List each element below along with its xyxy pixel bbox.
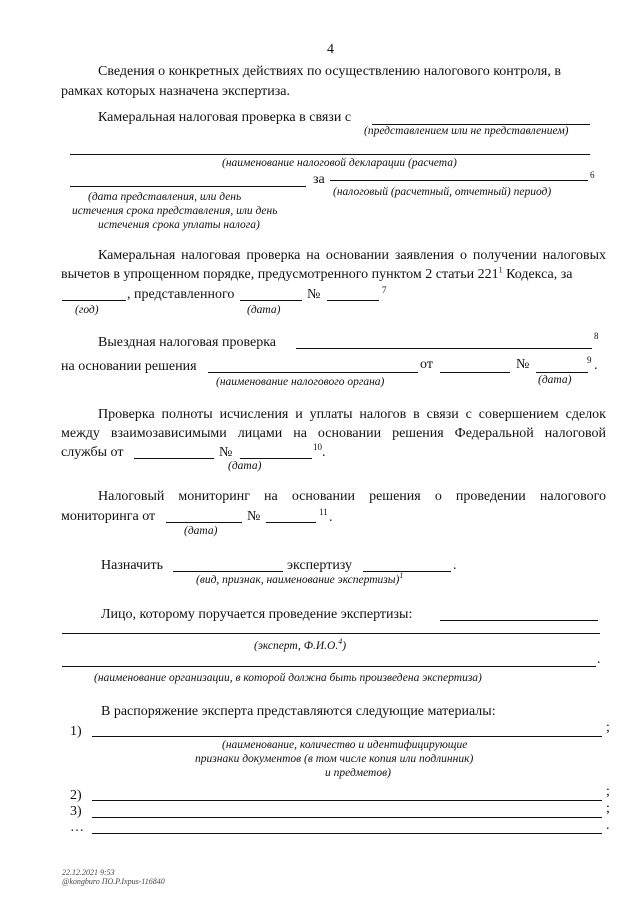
material-item-1-number: 1)	[70, 724, 82, 739]
material-item-3-field[interactable]	[92, 817, 602, 818]
footnote-7: 7	[382, 285, 387, 295]
monitoring-end: .	[329, 510, 333, 525]
field-from-label: от	[420, 357, 433, 372]
materials-hint-1: (наименование, количество и идентифицирующие	[222, 739, 468, 751]
organization-end: .	[597, 652, 601, 667]
intro-line-1: Сведения о конкретных действиях по осуществлению налогового контроля, в	[98, 64, 561, 79]
expert-field-line-1[interactable]	[440, 620, 598, 621]
field-audit-field[interactable]	[296, 348, 592, 349]
assign-kind-field[interactable]	[173, 571, 283, 572]
refund-line-1: Камеральная налоговая проверка на основании заявления о получении налоговых	[98, 248, 606, 263]
monitoring-date-hint: (дата)	[184, 525, 218, 537]
related-date-hint: (дата)	[228, 460, 262, 472]
assign-label: Назначить	[101, 558, 164, 573]
period-field[interactable]	[330, 180, 588, 181]
footnote-8: 8	[594, 331, 599, 341]
monitoring-date-field[interactable]	[166, 522, 242, 523]
refund-number-field[interactable]	[327, 300, 379, 301]
monitoring-line-1: Налоговый мониторинг на основании решения о проведении налогового	[98, 489, 606, 504]
refund-line-2-b: Кодекса, за	[502, 267, 573, 282]
expert-field-line-2[interactable]	[62, 633, 600, 634]
material-item-more-field[interactable]	[92, 833, 602, 834]
print-stamp-line-1: 22.12.2021 9:53	[62, 868, 115, 877]
intro-line-2: рамках которых назначена экспертиза.	[61, 84, 291, 99]
page-number: 4	[327, 42, 334, 57]
declaration-field[interactable]	[70, 154, 590, 155]
submission-hint: (представлением или не представлением)	[364, 125, 569, 137]
field-number-field[interactable]	[536, 372, 588, 373]
field-audit-end: .	[594, 358, 598, 373]
authority-hint: (наименование налогового органа)	[216, 376, 385, 388]
material-item-2-field[interactable]	[92, 800, 602, 801]
period-hint: (налоговый (расчетный, отчетный) период)	[333, 186, 552, 198]
expertise-hint-text: (вид, признак, наименование экспертизы)	[196, 574, 400, 586]
expertise-name-field[interactable]	[363, 571, 451, 572]
date-hint-3: истечения срока уплаты налога)	[98, 219, 260, 231]
field-no-label: №	[516, 357, 530, 372]
expert-hint	[254, 637, 347, 653]
expert-hint-sup: 4	[338, 637, 343, 647]
related-date-field[interactable]	[134, 458, 214, 459]
material-item-3-number: 3)	[70, 804, 82, 819]
refund-date-hint: (дата)	[247, 304, 281, 316]
refund-date-field[interactable]	[240, 300, 302, 301]
related-number-field[interactable]	[240, 458, 312, 459]
authority-field[interactable]	[208, 372, 418, 373]
for-label: за	[313, 172, 325, 187]
materials-end: .	[606, 818, 610, 833]
monitoring-line-2: мониторинга от	[61, 509, 156, 524]
field-date-hint: (дата)	[538, 374, 572, 386]
refund-line-2	[61, 267, 572, 283]
assign-end: .	[453, 558, 457, 573]
material-item-1-field[interactable]	[92, 736, 602, 737]
field-date-field[interactable]	[440, 372, 510, 373]
material-item-more: …	[70, 820, 84, 835]
basis-label: на основании решения	[61, 359, 197, 374]
organization-field[interactable]	[62, 666, 596, 667]
material-item-2-end: ;	[606, 784, 610, 799]
organization-hint: (наименование организации, в которой должна быть произведена экспертиза)	[94, 672, 482, 684]
expert-hint-end: )	[342, 640, 347, 652]
monitoring-number-field[interactable]	[266, 522, 316, 523]
related-no-label: №	[219, 445, 233, 460]
declaration-hint: (наименование налоговой декларации (расчета)	[222, 157, 457, 169]
expertise-label: экспертизу	[287, 558, 353, 573]
expert-label: Лицо, которому поручается проведение экспертизы:	[101, 607, 413, 622]
related-line-1: Проверка полноты исчисления и уплаты налогов в связи с совершением сделок	[98, 407, 606, 422]
footnote-10: 10	[313, 442, 322, 452]
submission-date-field[interactable]	[70, 186, 306, 187]
expertise-hint	[196, 571, 404, 587]
date-hint-2: истечения срока представления, или день	[72, 205, 278, 217]
refund-year-hint: (год)	[75, 304, 99, 316]
related-end: .	[322, 445, 326, 460]
refund-line-2-sup: 1	[498, 265, 503, 275]
material-item-3-end: ;	[606, 801, 610, 816]
materials-hint-3: и предметов)	[325, 767, 391, 779]
materials-label: В распоряжение эксперта представляются следующие материалы:	[101, 704, 496, 719]
footnote-9: 9	[587, 355, 592, 365]
material-item-1-end: ;	[606, 720, 610, 735]
related-line-3: службы от	[61, 445, 124, 460]
footnote-6: 6	[590, 170, 595, 180]
monitoring-no-label: №	[247, 509, 261, 524]
expertise-hint-sup: 1	[399, 571, 404, 581]
refund-year-field[interactable]	[62, 300, 126, 301]
field-audit-label: Выездная налоговая проверка	[98, 335, 277, 350]
desk-audit-label: Камеральная налоговая проверка в связи с	[98, 110, 352, 125]
material-item-2-number: 2)	[70, 788, 82, 803]
footnote-11: 11	[319, 507, 328, 517]
refund-line-2-a: вычетов в упрощенном порядке, предусмотренного пунктом 2 статьи 221	[61, 267, 499, 282]
print-stamp-line-2: @kongburo ПО.Р.Ixpus-116840	[62, 877, 165, 886]
related-line-2: между взаимозависимыми лицами на основании решения Федеральной налоговой	[61, 426, 606, 441]
submitted-label: , представленного	[127, 287, 235, 302]
date-hint-1: (дата представления, или день	[88, 191, 242, 203]
expert-hint-text: (эксперт, Ф.И.О.	[254, 640, 339, 652]
materials-hint-2: признаки документов (в том числе копия или подлинник)	[195, 753, 474, 765]
refund-no-label: №	[307, 287, 321, 302]
